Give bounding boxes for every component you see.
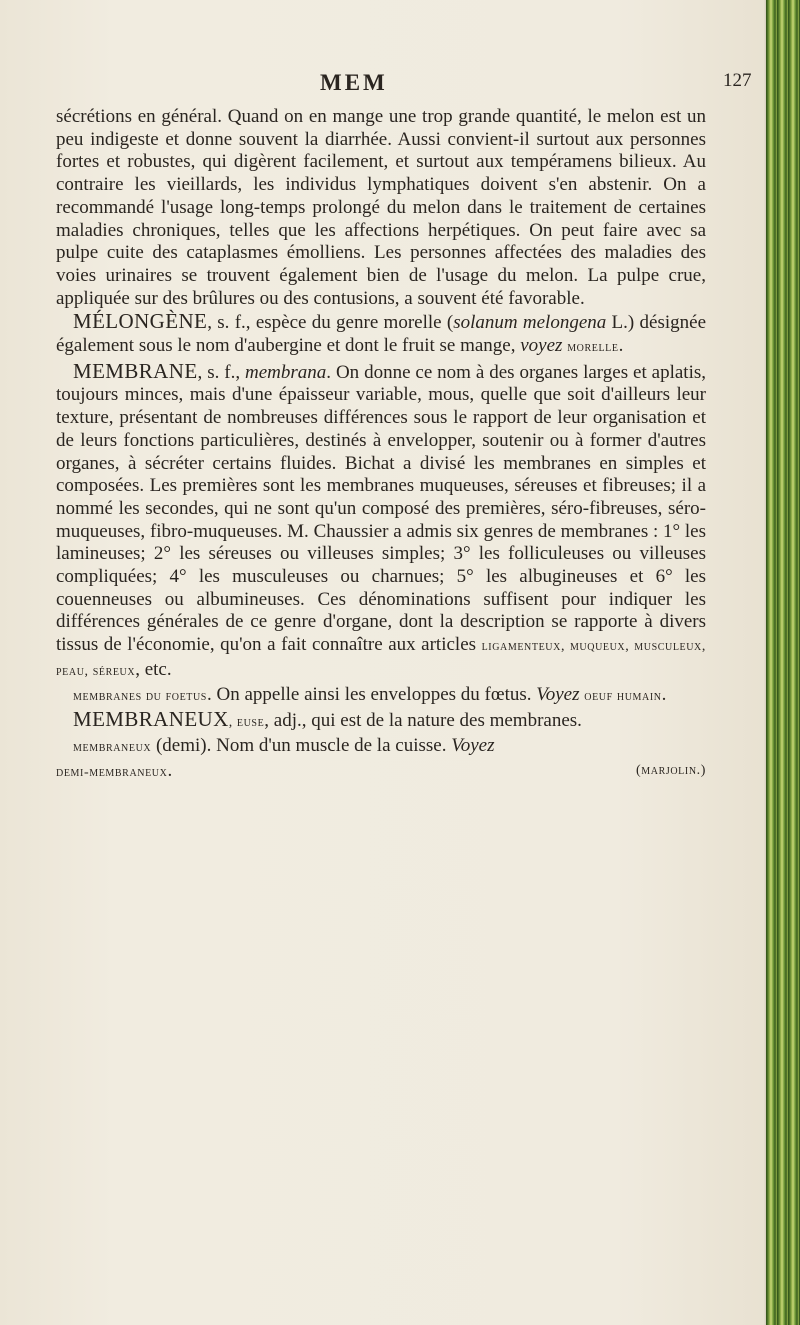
page-header	[0, 70, 770, 100]
entry-membrane-end: , etc.	[135, 658, 172, 680]
cross-ref-oeuf-humain: oeuf humain	[584, 688, 662, 704]
entry-demi-last-line	[56, 760, 706, 785]
dictionary-text	[56, 106, 706, 784]
cross-ref-morelle: morelle	[567, 340, 619, 356]
entry-membrane-text-2: . On donne ce nom à des organes larges et aplatis, toujours minces, mais d'une épaisseur variable, mous, quelle que soit d'ailleurs leur texture, présentant de nombreuses différences sous le rapport de leur organisation et de leurs fonctions particulières, destinés à envelopper, soutenir ou à former d'autres organes, à sécréter certains fluides. Bichat a divisé les membranes en simples et composées. Les premières sont les membranes muqueuses, séreuses et fibreuses; il a nommé les secondes, qui ne sont qu'un composé des premières, séro-fibreuses, séro-muqueuses, fibro-muqueuses. M. Chaussier a admis six genres de membranes : 1° les lamineuses; 2° les séreuses ou villeuses simples; 3° les folliculeuses ou villeuses compliquées; 4° les musculeuses ou charnues; 5° les albugineuses et 6° les couenneuses ou albumineuses. Ces dénominations suffisent pour indiquer les différences générales de ce genre d'organe, dont la description se rapporte à divers tissus de l'économie, qu'on a fait connaître aux articles	[56, 361, 706, 656]
entry-membraneux-text: , adj., qui est de la nature des membranes.	[264, 710, 582, 732]
entry-membraneux	[56, 708, 706, 735]
headword-melongene: MÉLONGÈNE	[73, 309, 208, 334]
headword-membraneux-feminine: , euse	[228, 715, 265, 731]
entry-membraneux-demi	[56, 735, 706, 760]
entry-membrane-latin: membrana	[245, 361, 327, 383]
entry-foetus-text: . On appelle ainsi les enveloppes du fœtus.	[206, 683, 537, 705]
marbled-page-edge	[766, 0, 800, 1325]
entry-demi-end: .	[167, 759, 173, 781]
headword-membrane: MEMBRANE	[73, 358, 198, 383]
entry-demi-voyez: Voyez	[451, 734, 495, 756]
entry-foetus-end: .	[661, 683, 667, 705]
entry-demi-text: (demi). Nom d'un muscle de la cuisse.	[151, 734, 452, 756]
headword-membraneux: MEMBRANEUX	[73, 707, 229, 732]
entry-melongene	[56, 310, 706, 359]
entry-membrane	[56, 360, 706, 684]
running-head: MEM	[320, 70, 388, 95]
entry-melongene-text-2: L.) désignée également sous le nom d'aubergine et dont le fruit se mange,	[56, 312, 707, 357]
paragraph-melon-continued: sécrétions en général. Quand on en mange une trop grande quantité, le melon est un peu indigeste et donne souvent la diarrhée. Aussi convient-il surtout aux personnes fortes et robustes, qui digèrent facilement, et surtout aux tempéramens bilieux. Au contraire les vieillards, les individus lymphatiques doivent s'en abstenir. On a recommandé l'usage long-temps prolongé du melon dans le traitement de certaines maladies chroniques, telles que les affections herpétiques. On peut faire avec sa pulpe cuite des cataplasmes émolliens. Les personnes affectées des maladies des voies urinaires se trouvent également bien de l'usage du melon. La pulpe crue, appliquée sur des brûlures ou des contusions, a souvent été favorable.	[56, 106, 706, 309]
headword-membraneux-demi: membraneux	[73, 739, 152, 755]
cross-ref-demi-membraneux: demi-membraneux	[56, 764, 168, 780]
entry-melongene-text-1: , s. f., espèce du genre morelle (	[207, 312, 454, 334]
entry-foetus-voyez: Voyez	[536, 683, 580, 705]
page-number: 127	[723, 70, 752, 91]
entry-melongene-voyez: voyez	[520, 335, 563, 357]
cross-refs-membrane: ligamenteux, muqueux, musculeux, peau, séreux	[56, 639, 706, 679]
headword-membranes-du-foetus: membranes du foetus	[73, 688, 207, 704]
entry-membrane-text-1: , s. f.,	[197, 361, 245, 383]
entry-melongene-latin: solanum melongena	[453, 312, 607, 334]
entry-membranes-du-foetus	[56, 684, 706, 709]
author-signature: (marjolin.)	[636, 762, 706, 778]
entry-melongene-end: .	[618, 335, 624, 357]
